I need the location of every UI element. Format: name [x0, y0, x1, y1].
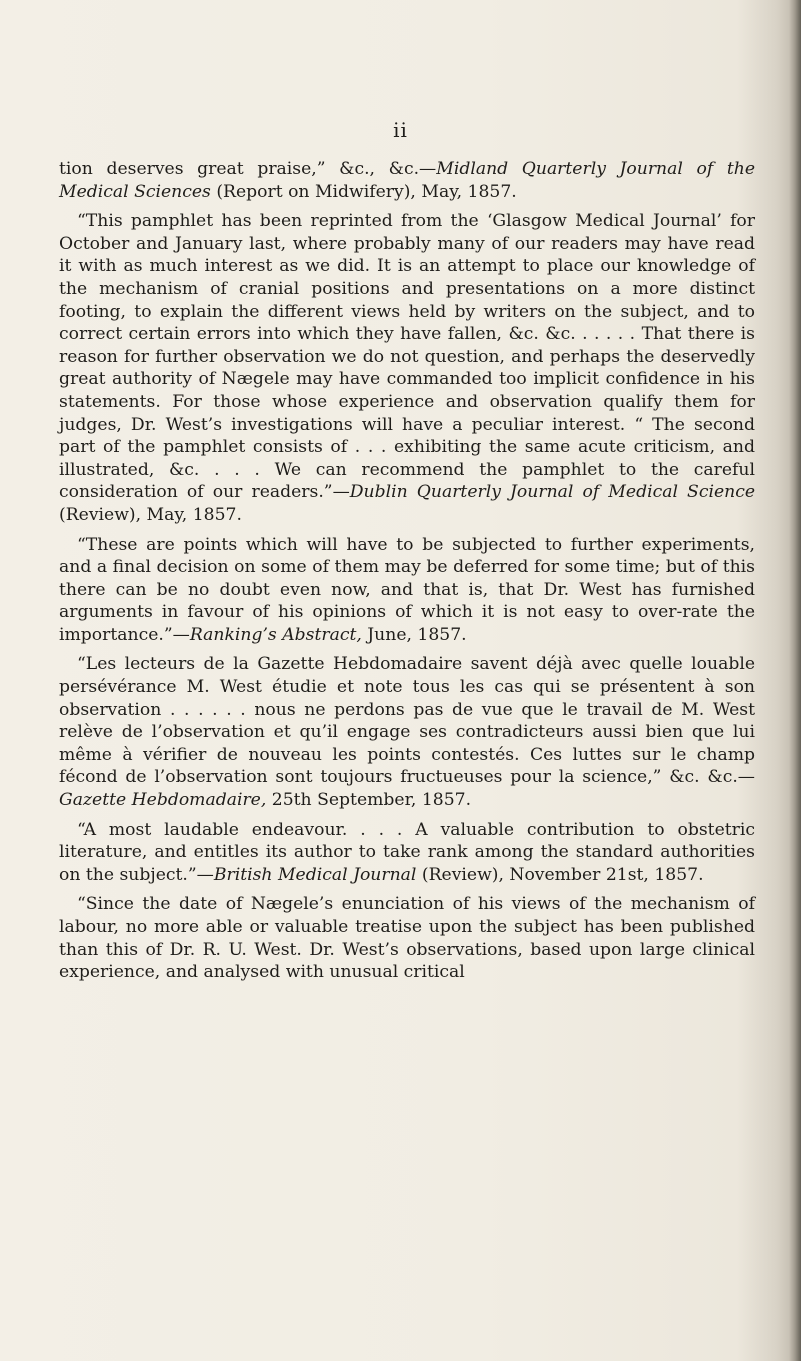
source-title: Ranking’s Abstract, [189, 624, 362, 645]
source-details: (Review), November 21st, 1857. [416, 864, 704, 885]
paragraph-continuation [59, 158, 755, 203]
quote-text: “This pamphlet has been reprinted from the ‘Glasgow Medical Journal’ for October and January last, where probably many of our readers may have read it with as much interest as we did. It is an attempt to place our knowledge of the mechanism of cranial positions and presentations on a more distinct footing, to explain the different views held by writers on the subject, and to correct certain errors into which they have fallen, &c. &c. . . . . . That there is reason for further observation we do not question, and perhaps the deservedly great authority of Nægele may have commanded too implicit confidence in his statements. For those whose experience and observation qualify them for judges, Dr. West’s investigations will have a peculiar interest. “ The second part of the pamphlet consists of . . . exhibiting the same acute criticism, and illustrated, &c. . . . We can recommend the pamphlet to the careful consideration of our readers.”— [59, 211, 755, 503]
source-title: Gazette Hebdomadaire, [59, 790, 267, 811]
source-details: June, 1857. [361, 624, 467, 645]
page-number: ii [393, 118, 408, 142]
source-title: British Medical Journal [213, 864, 417, 885]
quote-text: “Since the date of Nægele’s enunciation of his views of the mechanism of labour, no more able or valuable treatise upon the subject has been published than this of Dr. R. U. West. Dr. West’s observations, based upon large clinical experience, and analysed with unusual critical [59, 894, 755, 983]
review-quote [59, 653, 755, 811]
review-quote [59, 534, 755, 647]
source-title: Dublin Quarterly Journal of Medical Science [349, 482, 755, 503]
quote-text: tion deserves great praise,” &c., &c.— [59, 159, 437, 179]
source-details: (Report on Midwifery), May, 1857. [210, 181, 517, 202]
body-text [59, 158, 755, 991]
review-quote [59, 893, 755, 983]
review-quote [59, 819, 755, 887]
binding-shadow [789, 0, 801, 1361]
quote-text: “A most laudable endeavour. . . . A valuable contribution to obstetric literature, and entitles its author to take rank among the standard authorities on the subject.”— [59, 819, 755, 885]
quote-text: “These are points which will have to be subjected to further experiments, and a final decision on some of them may be deferred for some time; but of this there can be no doubt even now, and that is, that Dr. West has furnished arguments in favour of his opinions of which it is not easy to over-rate the importance.”— [59, 534, 755, 645]
source-details: (Review), May, 1857. [59, 504, 242, 525]
source-title: Midland Quarterly Journal of the Medical Sciences [59, 159, 755, 202]
quote-text: “Les lecteurs de la Gazette Hebdomadaire savent déjà avec quelle louable persévérance M. West étudie et note tous les cas qui se présentent à son observation . . . . . . nous ne perdons pas de vue que le travail de M. West relève de l’observation et qu’il engage ses contradicteurs aussi bien que lui même à vérifier de nouveau les points contestés. Ces luttes sur le champ fécond de l’observation sont toujours fructueuses pour la science,” &c. &c.— [59, 654, 755, 788]
source-details: 25th September, 1857. [266, 790, 472, 811]
review-quote [59, 210, 755, 526]
